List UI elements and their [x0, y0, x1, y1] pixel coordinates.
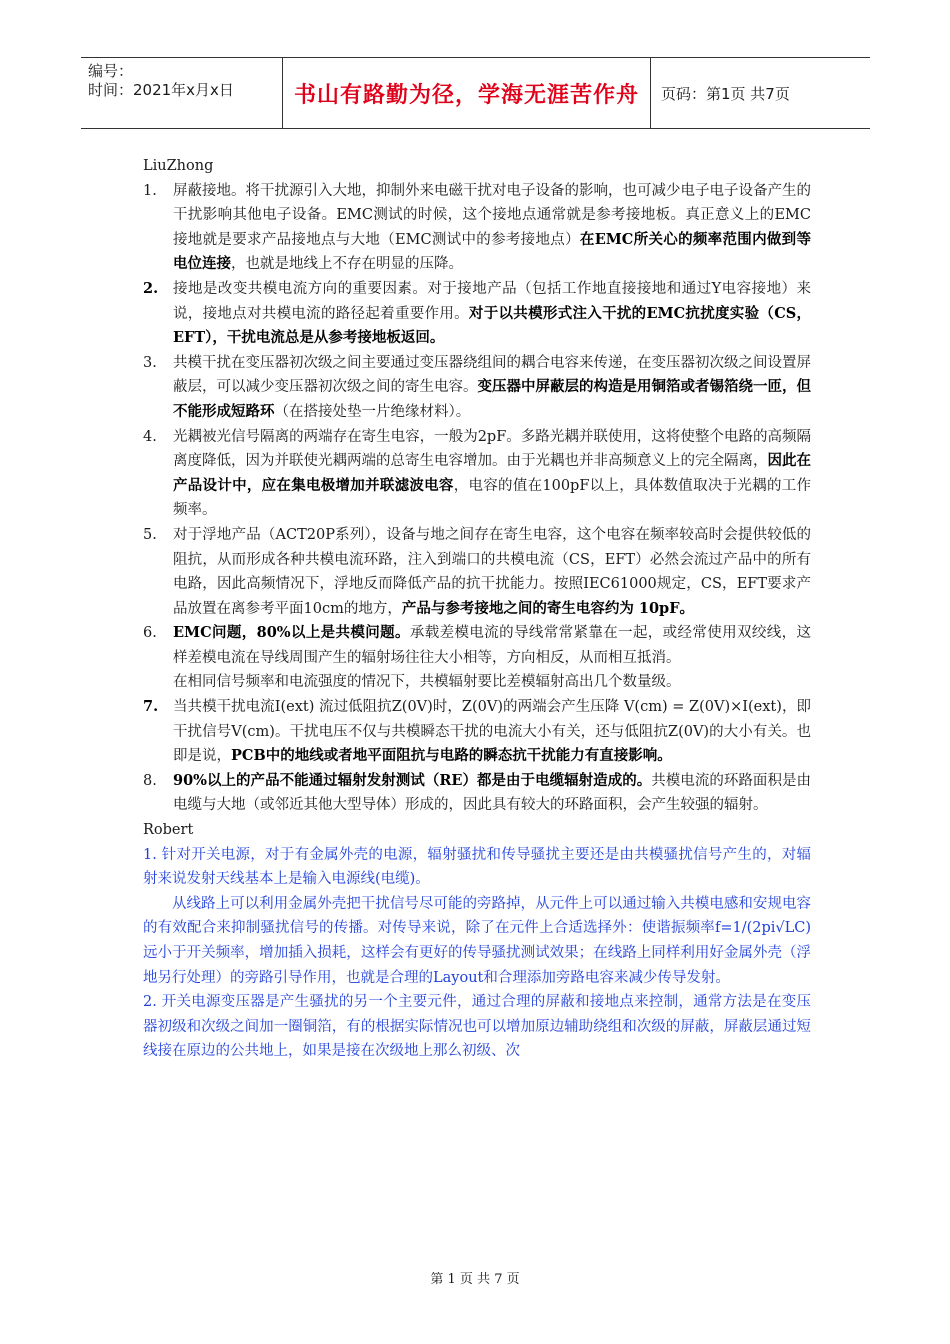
number-label: 编号：: [88, 62, 134, 80]
robert-paragraph: 从线路上可以利用金属外壳把干扰信号尽可能的旁路掉，从元件上可以通过输入共模电感和安规电容的有效配合来抑制骚扰信号的传播。对传导来说，除了在元件上合适选择外：使谐振频率f=1/(2pi√LC) 远小于开关频率，增加插入损耗，这样会有更好的传导骚扰测试效果；在线路上同样利用好金属外壳（浮地另行处理）的旁路引导作用，也就是合理的Layout和合理添加旁路电容来减少传导发射。: [143, 895, 811, 986]
item-text-tail: 共模电流的环路面积是由电缆与大地（或邻近其他大型导体）形成的，因此具有较大的环路面积，会产生较强的辐射。: [173, 772, 811, 814]
author-robert: Robert: [143, 822, 194, 839]
list-item: [143, 351, 811, 425]
item-text: 屏蔽接地。将干扰源引入大地，抑制外来电磁干扰对电子设备的影响，也可减少电子电子设备产生的干扰影响其他电子设备。EMC测试的时候，这个接地点通常就是参考接地板。真正意义上的EMC接地就是要求产品接地点与大地（EMC测试中的参考接地点）: [173, 182, 811, 248]
item-text-tail: （在搭接处垫一片绝缘材料）。: [274, 403, 471, 420]
item-number: 7.: [143, 698, 159, 716]
item-number: 3.: [143, 354, 157, 371]
item-number: 8.: [143, 772, 157, 789]
robert-paragraph: 2. 开关电源变压器是产生骚扰的另一个主要元件，通过合理的屏蔽和接地点来控制，通常方法是在变压器初级和次级之间加一圈铜箔，有的根据实际情况也可以增加原边辅助绕组和次级的屏蔽，屏蔽层通过短线接在原边的公共地上，如果是接在次级地上那么初级、次: [143, 994, 811, 1060]
motto: 书山有路勤为径，学海无涯苦作舟: [282, 58, 651, 128]
item-text: 光耦被光信号隔离的两端存在寄生电容，一般为2pF。多路光耦并联使用，这将使整个电路的高频隔离度降低，因为并联使光耦两端的总寄生电容增加。由于光耦也并非高频意义上的完全隔离，: [173, 428, 811, 470]
item-bold-text: 变压器中屏蔽层的构造是用铜箔或者锡箔绕一匝，但不能形成短路环: [173, 378, 811, 420]
item-bold-text: 产品与参考接地之间的寄生电容约为 10pF。: [401, 599, 694, 617]
page-footer: 第 1 页 共 7 页: [430, 1272, 520, 1287]
robert-paragraph: 1. 针对开关电源，对于有金属外壳的电源，辐射骚扰和传导骚扰主要还是由共模骚扰信号产生的，对辐射来说发射天线基本上是输入电源线(电缆)。: [143, 846, 811, 888]
item-text-tail: ，也就是地线上不存在明显的压降。: [231, 256, 463, 273]
item-text: 共模干扰在变压器初次级之间主要通过变压器绕组间的耦合电容来传递，在变压器初次级之间设置屏蔽层，可以减少变压器初次级之间的寄生电容。: [173, 354, 811, 396]
item-text-tail: ，电容的值在100pF以上，具体数值取决于光耦的工作频率。: [173, 477, 811, 519]
list-item: [143, 277, 811, 351]
header-meta: [81, 58, 282, 128]
item-number: 6.: [143, 625, 157, 642]
item-bold-text: EMC问题，80%以上是共模问题。: [173, 624, 410, 642]
item-bold-text: 对于以共模形式注入干扰的EMC抗扰度实验（CS，EFT），干扰电流总是从参考接地板返回。: [173, 304, 811, 347]
item-bold-text: 90%以上的产品不能通过辐射发射测试（RE）都是由于电缆辐射造成的。: [173, 771, 652, 789]
document-body: [143, 154, 811, 1064]
list-item: [143, 769, 811, 818]
list-item: [143, 621, 811, 670]
item-bold-text: PCB中的地线或者地平面阻抗与电路的瞬态抗干扰能力有直接影响。: [231, 747, 672, 765]
item-text-tail: 承载差模电流的导线常常紧靠在一起，或经常使用双绞线，这样差模电流在导线周围产生的辐射场往往大小相等，方向相反，从而相互抵消。: [173, 625, 811, 666]
page-info: 页码：第1页 共7页: [661, 84, 790, 103]
item-text: 对于浮地产品（ACT20P系列），设备与地之间存在寄生电容，这个电容在频率较高时会提供较低的阻抗，从而形成各种共模电流环路，注入到端口的共模电流（CS，EFT）必然会流过产品中的所有电路，因此高频情况下，浮地反而降低产品的抗干扰能力。按照IEC61000规定，CS，EFT要求产品放置在离参考平面10cm的地方，: [173, 526, 811, 617]
list-item: [143, 523, 811, 621]
item-bold-text: 因此在产品设计中，应在集电极增加并联滤波电容: [173, 452, 811, 494]
author-liuzhong: LiuZhong: [143, 158, 214, 174]
item-bold-text: 在EMC所关心的频率范围内做到等电位连接: [173, 230, 811, 273]
item-number: 1.: [143, 182, 157, 199]
item-number: 4.: [143, 428, 157, 445]
item-text: 接地是改变共模电流方向的重要因素。对于接地产品（包括工作地直接接地和通过Y电容接地）来说，接地点对共模电流的路径起着重要作用。: [173, 280, 811, 322]
list-item: [143, 425, 811, 523]
item-continuation: 在相同信号频率和电流强度的情况下，共模辐射要比差模辐射高出几个数量级。: [173, 674, 681, 691]
item-text: 当共模干扰电流I(ext) 流过低阻抗Z(0V)时，Z(0V)的两端会产生压降 V(cm) = Z(0V)×I(ext)，即干扰信号V(cm)。干扰电压不仅与共模瞬态干扰的电流大小有关，还与低阻抗Z(0V)的大小有关。也即是说，: [173, 699, 811, 765]
list-item: [143, 695, 811, 769]
list-item: [143, 179, 811, 277]
time-label: 时间：2021年x月x日: [88, 81, 234, 99]
page-header: [81, 57, 870, 129]
item-number: 5.: [143, 526, 157, 543]
item-number: 2.: [143, 279, 159, 297]
